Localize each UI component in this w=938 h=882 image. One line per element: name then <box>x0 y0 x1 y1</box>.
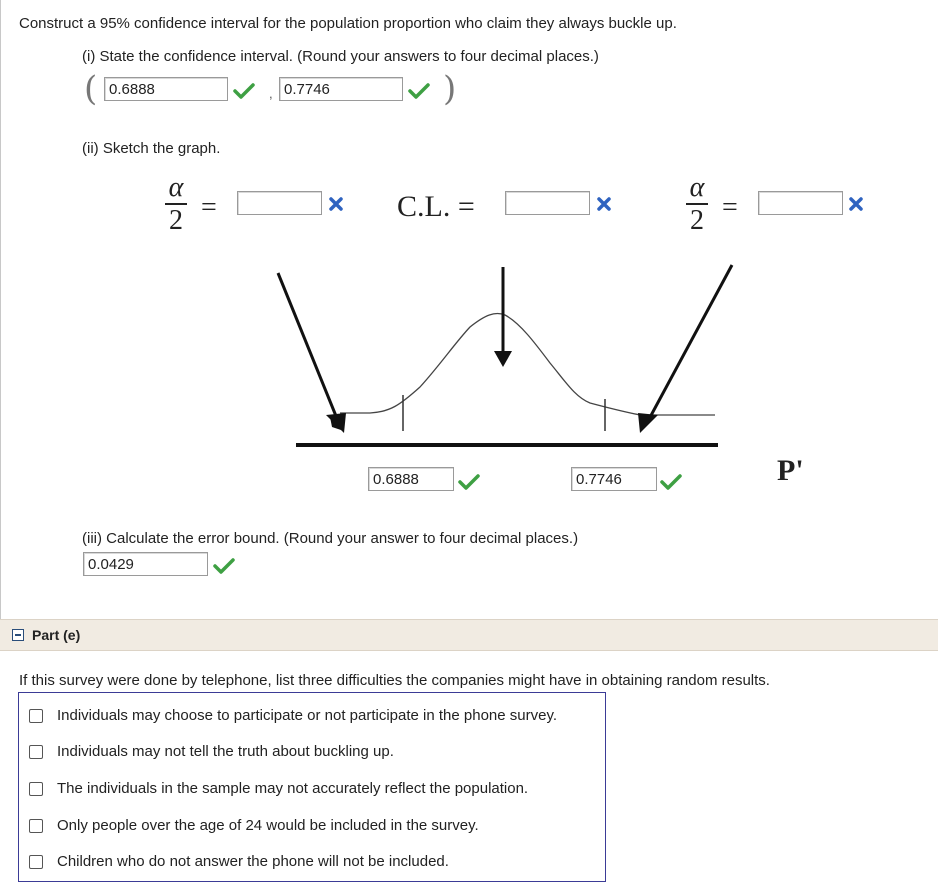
interval-comma: , <box>269 86 273 101</box>
equals-sign: = <box>201 192 217 223</box>
part-e-header[interactable] <box>0 619 938 651</box>
right-tail-arrow <box>648 265 732 421</box>
graph-upper-input[interactable] <box>571 467 657 491</box>
alpha-over-2-left <box>163 172 189 236</box>
cl-label: C.L. = <box>397 190 475 223</box>
choice-label: The individuals in the sample may not accurately reflect the population. <box>57 780 529 797</box>
checkbox[interactable] <box>29 855 43 869</box>
check-icon <box>233 82 255 100</box>
part-e-title: Part (e) <box>32 627 81 643</box>
check-icon <box>660 473 682 491</box>
alpha-right-input[interactable] <box>758 191 843 215</box>
question-prompt: Construct a 95% confidence interval for the population proportion who claim they always buckle up. <box>19 15 677 32</box>
checkbox[interactable] <box>29 782 43 796</box>
ci-lower-input[interactable] <box>104 77 228 101</box>
choice-label: Children who do not answer the phone will not be included. <box>57 853 449 870</box>
collapse-icon[interactable] <box>12 629 24 641</box>
checkbox[interactable] <box>29 745 43 759</box>
alpha-over-2-right <box>684 172 710 236</box>
incorrect-x-icon <box>328 196 344 212</box>
left-tail-arrow <box>278 273 338 421</box>
two-label: 2 <box>690 205 704 236</box>
alpha-symbol: α <box>689 172 705 203</box>
part-i-label: (i) State the confidence interval. (Round your answers to four decimal places.) <box>82 48 599 65</box>
normal-curve-sketch <box>260 255 740 455</box>
center-arrowhead <box>494 351 512 367</box>
alpha-left-input[interactable] <box>237 191 322 215</box>
left-border <box>0 0 1 620</box>
incorrect-x-icon <box>596 196 612 212</box>
choice-label: Individuals may not tell the truth about buckling up. <box>57 743 394 760</box>
graph-lower-input[interactable] <box>368 467 454 491</box>
part-ii-label: (ii) Sketch the graph. <box>82 140 221 157</box>
choice-label: Only people over the age of 24 would be included in the survey. <box>57 817 479 834</box>
alpha-symbol: α <box>168 172 184 203</box>
check-icon <box>408 82 430 100</box>
ci-upper-input[interactable] <box>279 77 403 101</box>
choices-box <box>18 692 606 882</box>
check-icon <box>458 473 480 491</box>
choice-label: Individuals may choose to participate or not participate in the phone survey. <box>57 707 558 724</box>
error-bound-input[interactable] <box>83 552 208 576</box>
checkbox[interactable] <box>29 819 43 833</box>
part-e-prompt: If this survey were done by telephone, list three difficulties the companies might have in obtaining random results. <box>19 672 770 689</box>
right-tail-arrowhead <box>638 413 658 433</box>
cl-input[interactable] <box>505 191 590 215</box>
left-paren: ( <box>84 69 98 109</box>
p-prime-label: P' <box>777 454 804 487</box>
incorrect-x-icon <box>848 196 864 212</box>
part-iii-label: (iii) Calculate the error bound. (Round your answer to four decimal places.) <box>82 530 579 547</box>
checkbox[interactable] <box>29 709 43 723</box>
right-paren: ) <box>443 69 457 109</box>
two-label: 2 <box>169 205 183 236</box>
check-icon <box>213 557 235 575</box>
equals-sign: = <box>722 192 738 223</box>
